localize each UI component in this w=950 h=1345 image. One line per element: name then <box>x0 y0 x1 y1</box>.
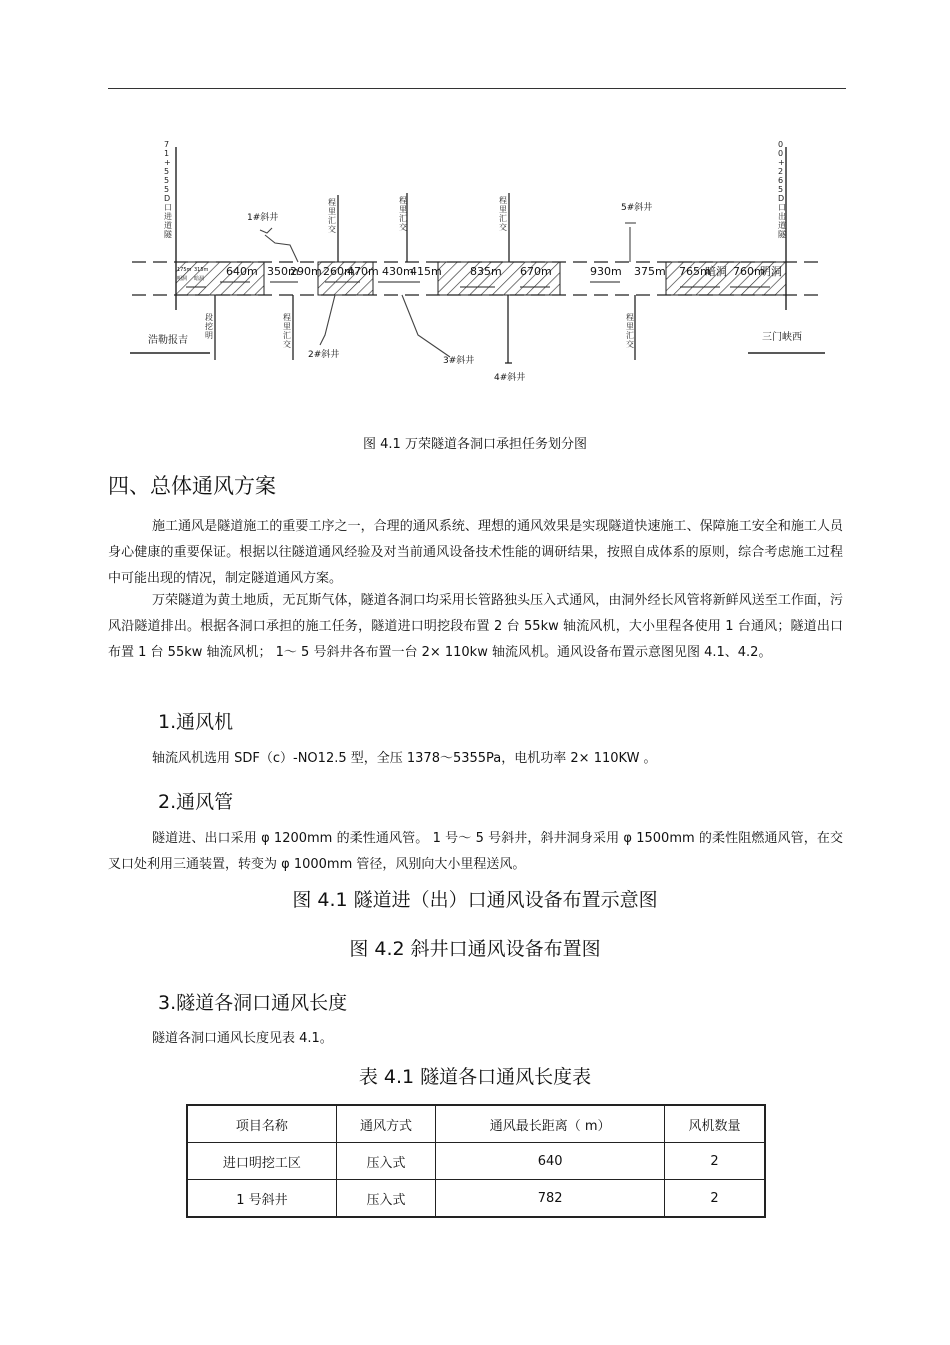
table-row <box>187 1180 765 1218</box>
table-title: 表 4.1 隧道各口通风长度表 <box>358 1066 592 1088</box>
segment-length-label: 765m <box>679 265 711 278</box>
right-place-label: 三门峡西 <box>762 332 802 343</box>
table-row <box>187 1143 765 1180</box>
left-portal-station: 口 <box>164 203 172 212</box>
header-rule <box>108 88 846 89</box>
shaft-label: 4#斜井 <box>494 373 526 383</box>
left-place-label: 浩勒报吉 <box>148 335 188 346</box>
table-cell: 压入式 <box>336 1143 436 1180</box>
junction-label: 交 <box>499 223 507 232</box>
left-portal-station: 隧 <box>164 230 172 239</box>
table-header-cell: 风机数量 <box>664 1105 765 1143</box>
junction-label: 程 <box>328 198 336 207</box>
shaft-label: 5#斜井 <box>621 203 653 213</box>
segment-length-label: 640m <box>226 265 258 278</box>
segment-length-label: 835m <box>470 265 502 278</box>
left-portal-station: 进 <box>164 212 172 221</box>
table-header-cell: 通风方式 <box>336 1105 436 1143</box>
table-cell: 640 <box>436 1143 665 1180</box>
segment-length-label: 760m <box>733 265 765 278</box>
subsection-fan-text: 轴流风机选用 SDF（c）-NO12.5 型，全压 1378～5355Pa，电机功率 2× 110KW 。 <box>152 751 657 766</box>
table-cell: 进口明挖工区 <box>187 1143 336 1180</box>
shaft-label: 2#斜井 <box>308 350 340 360</box>
table-cell: 782 <box>436 1180 665 1218</box>
junction-label: 汇 <box>399 214 407 223</box>
portals <box>130 147 825 353</box>
junction-label: 里 <box>626 322 634 331</box>
right-portal-station: 道 <box>778 221 786 230</box>
right-portal-station: + <box>778 158 785 167</box>
left-portal-station: 5 <box>164 167 170 176</box>
junction-label: 程 <box>399 196 407 205</box>
subsection-duct-text: 隧道进、出口采用 φ 1200mm 的柔性通风管。 1 号～ 5 号斜井，斜井洞身采用 φ 1500mm 的柔性阻燃通风管，在交叉口处利用三通装置，转变为 φ 1000mm 管径，风别向大小里程送风。 <box>108 831 843 872</box>
segment-small-label: 暗洞 <box>194 276 205 282</box>
table-header-cell: 项目名称 <box>187 1105 336 1143</box>
left-portal-station: 5 <box>164 185 170 194</box>
vertical-labels <box>164 140 787 349</box>
table-cell: 1 号斜井 <box>187 1180 336 1218</box>
open-cut-label: 挖 <box>205 322 213 331</box>
junction-label: 里 <box>499 205 507 214</box>
junction-label: 汇 <box>328 216 336 225</box>
junction-label: 程 <box>499 196 507 205</box>
right-portal-station: 0 <box>778 149 784 158</box>
ventilation-length-table <box>186 1104 766 1218</box>
right-portal-station: 5 <box>778 185 784 194</box>
table-header-cell: 通风最长距离（ m） <box>436 1105 665 1143</box>
segment-length-label: 260m <box>323 265 355 278</box>
table-cell: 2 <box>664 1180 765 1218</box>
left-portal-station: 7 <box>164 140 170 149</box>
right-portal-station: 出 <box>778 212 786 221</box>
right-portal-station: 2 <box>778 167 784 176</box>
left-portal-station: 5 <box>164 176 170 185</box>
figure-4-1-title: 图 4.1 隧道进（出）口通风设备布置示意图 <box>292 889 658 911</box>
junction-label: 汇 <box>626 331 634 340</box>
junction-label: 程 <box>626 313 634 322</box>
junction-label: 里 <box>399 205 407 214</box>
table-cell: 压入式 <box>336 1180 436 1218</box>
subsection-length-title: 3.隧道各洞口通风长度 <box>158 992 348 1014</box>
segment-length-label: 暗洞 <box>705 265 727 278</box>
left-portal-station: D <box>164 194 171 203</box>
segment-small-label: 315m <box>194 267 209 273</box>
junction-label: 汇 <box>499 214 507 223</box>
left-portal-station: + <box>164 158 171 167</box>
paragraph-2: 万荣隧道为黄土地质，无瓦斯气体，隧道各洞口均采用长管路独头压入式通风，由洞外经长风管将新鲜风送至工作面，污风沿隧道排出。根据各洞口承担的施工任务，隧道进口明挖段布置 2 台 55kw 轴流风机，大小里程各使用 1 台通风；隧道出口布置 1 台 55kw 轴流风机； 1～ 5 号斜井各布置一台 2× 110kw 轴流风机。通风设备布置示意图见图 4.1、4.2。 <box>108 593 843 660</box>
segment-length-label: 415m <box>410 265 442 278</box>
junction-label: 交 <box>283 340 291 349</box>
right-portal-station: 0 <box>778 140 784 149</box>
junction-label: 程 <box>283 313 291 322</box>
junction-label: 里 <box>283 322 291 331</box>
right-portal-station: 口 <box>778 203 786 212</box>
segment-length-label: 930m <box>590 265 622 278</box>
segment-length-label: 375m <box>634 265 666 278</box>
segment-length-label: 670m <box>520 265 552 278</box>
left-portal-station: 道 <box>164 221 172 230</box>
segment-length-label: 470m <box>347 265 379 278</box>
right-portal-station: 6 <box>778 176 784 185</box>
right-portal-station: 隧 <box>778 230 786 239</box>
section-title: 四、总体通风方案 <box>108 474 276 498</box>
shaft-label: 3#斜井 <box>443 356 475 366</box>
left-portal-station: 1 <box>164 149 170 158</box>
subsection-duct-title: 2.通风管 <box>158 791 234 813</box>
junction-label: 里 <box>328 207 336 216</box>
segment-length-label: 明洞 <box>760 265 782 278</box>
segment-length-label: 350m <box>267 265 299 278</box>
figure-4-2-title: 图 4.2 斜井口通风设备布置图 <box>349 938 601 960</box>
junction-label: 交 <box>328 225 336 234</box>
open-cut-label: 段 <box>205 313 213 322</box>
figure-caption: 图 4.1 万荣隧道各洞口承担任务划分图 <box>363 437 587 452</box>
tunnel-division-diagram <box>120 135 835 395</box>
right-portal-station: D <box>778 194 785 203</box>
segment-length-label: 430m <box>382 265 414 278</box>
segment-small-label: 明洞 <box>177 276 188 282</box>
paragraph-1: 施工通风是隧道施工的重要工序之一，合理的通风系统、理想的通风效果是实现隧道快速施工、保障施工安全和施工人员身心健康的重要保证。根据以往隧道通风经验及对当前通风设备技术性能的调研结果，按照自成体系的原则，综合考虑施工过程中可能出现的情况，制定隧道通风方案。 <box>108 519 843 586</box>
junction-label: 交 <box>626 340 634 349</box>
shaft-label: 1#斜井 <box>247 213 279 223</box>
open-cut-label: 明 <box>205 331 213 340</box>
subsection-length-text: 隧道各洞口通风长度见表 4.1。 <box>152 1031 333 1046</box>
table-header-row <box>187 1105 765 1143</box>
junction-label: 交 <box>399 223 407 232</box>
table-cell: 2 <box>664 1143 765 1180</box>
junction-label: 汇 <box>283 331 291 340</box>
subsection-fan-title: 1.通风机 <box>158 711 234 733</box>
segment-small-label: 175m <box>177 267 192 273</box>
segment-length-label: 290m <box>290 265 322 278</box>
